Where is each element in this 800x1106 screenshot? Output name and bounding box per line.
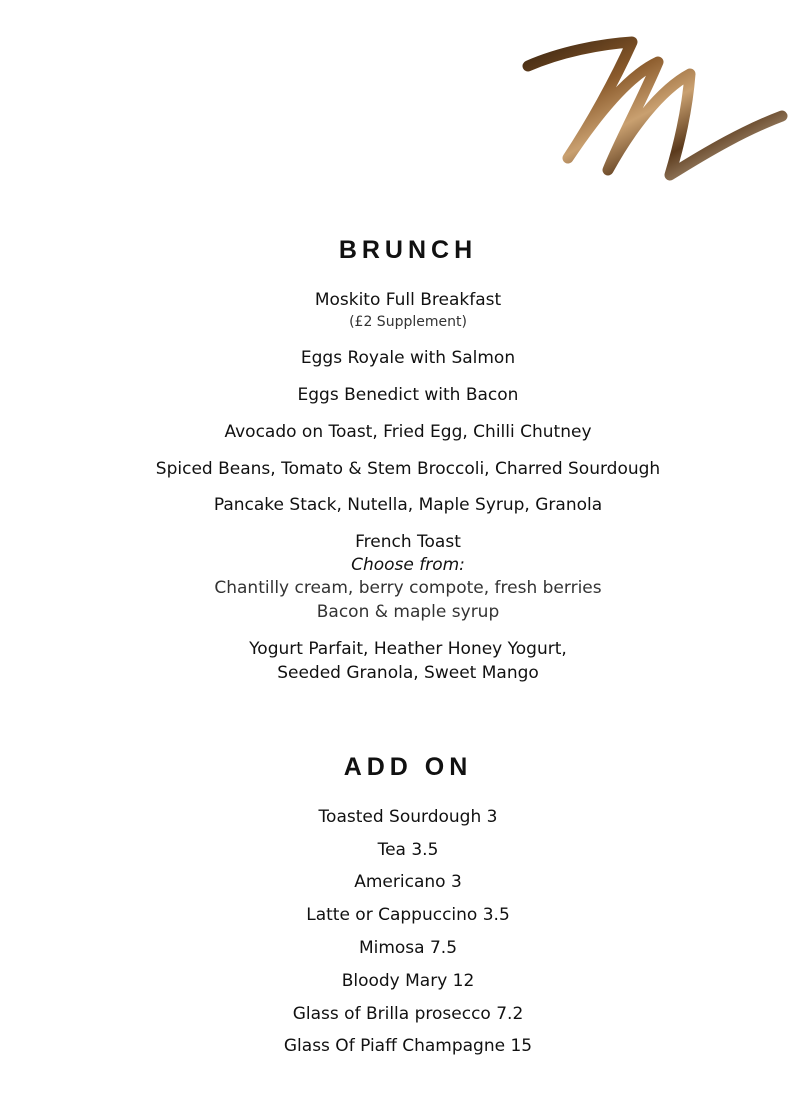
addon-item: Glass of Brilla prosecco 7.2: [292, 1004, 524, 1024]
addon-item: Latte or Cappuccino 3.5: [306, 905, 510, 925]
add-on-heading: ADD ON: [343, 753, 473, 781]
menu-item-full-breakfast: Moskito Full Breakfast: [314, 290, 502, 310]
menu-item-avocado-toast: Avocado on Toast, Fried Egg, Chilli Chutney: [224, 422, 592, 442]
addon-item: Glass Of Piaff Champagne 15: [283, 1036, 533, 1056]
addon-item: Toasted Sourdough 3: [318, 807, 498, 827]
menu-item-french-toast: French Toast: [355, 532, 461, 552]
french-toast-option: Chantilly cream, berry compote, fresh berries: [214, 578, 602, 598]
french-toast-option: Bacon & maple syrup: [316, 602, 500, 622]
addon-item: Bloody Mary 12: [341, 971, 475, 991]
addon-item: Americano 3: [354, 872, 462, 892]
m-monogram-logo: [520, 30, 790, 190]
menu-item-pancake-stack: Pancake Stack, Nutella, Maple Syrup, Granola: [213, 495, 603, 515]
addon-item: Tea 3.5: [377, 840, 439, 860]
brunch-heading: BRUNCH: [338, 236, 478, 264]
choose-from-label: Choose from:: [351, 555, 465, 575]
menu-item-spiced-beans: Spiced Beans, Tomato & Stem Broccoli, Charred Sourdough: [155, 459, 661, 479]
menu-item-yogurt-parfait-line2: Seeded Granola, Sweet Mango: [277, 663, 539, 683]
addon-item: Mimosa 7.5: [358, 938, 458, 958]
menu-item-supplement-note: (£2 Supplement): [349, 314, 467, 330]
menu-item-yogurt-parfait: Yogurt Parfait, Heather Honey Yogurt,: [249, 639, 567, 659]
menu-item-eggs-royale: Eggs Royale with Salmon: [300, 348, 516, 368]
menu-item-eggs-benedict: Eggs Benedict with Bacon: [297, 385, 519, 405]
